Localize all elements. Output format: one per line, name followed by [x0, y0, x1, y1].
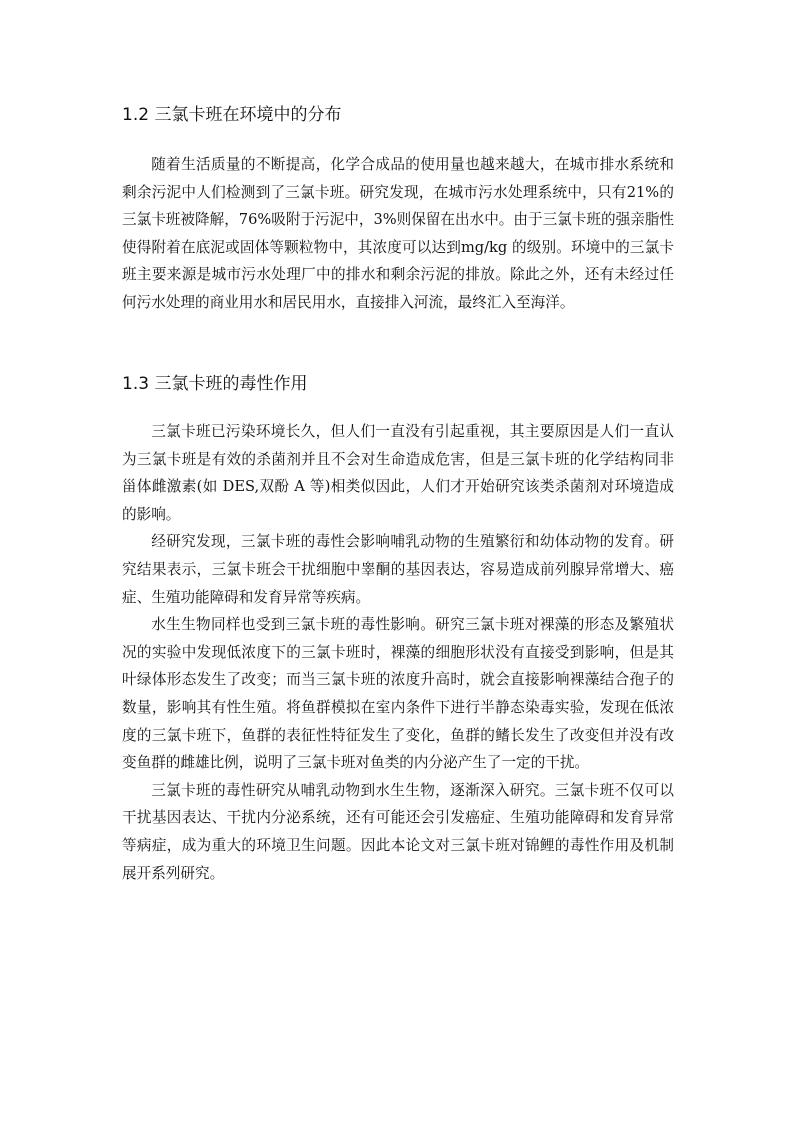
section-body-1-3 — [122, 418, 674, 887]
paragraph: 经研究发现，三氯卡班的毒性会影响哺乳动物的生殖繁衍和幼体动物的发育。研究结果表示，三氯卡班会干扰细胞中睾酮的基因表达，容易造成前列腺异常增大、癌症、生殖功能障碍和发育异常等疾病。 — [122, 533, 674, 606]
section-body-1-2 — [122, 151, 674, 317]
paragraph: 三氯卡班的毒性研究从哺乳动物到水生生物，逐渐深入研究。三氯卡班不仅可以干扰基因表达、干扰内分泌系统，还有可能还会引发癌症、生殖功能障碍和发育异常等病症，成为重大的环境卫生问题。因此本论文对三氯卡班对锦鲤的毒性作用及机制展开系列研究。 — [122, 781, 674, 882]
section-heading-1-2: 1.2 三氯卡班在环境中的分布 — [122, 105, 342, 125]
paragraph: 三氯卡班已污染环境长久，但人们一直没有引起重视，其主要原因是人们一直认为三氯卡班是有效的杀菌剂并且不会对生命造成危害，但是三氯卡班的化学结构同非甾体雌激素(如 DES,双酚 A 等)相类似因此，人们才开始研究该类杀菌剂对环境造成的影响。 — [122, 423, 674, 523]
paragraph: 水生生物同样也受到三氯卡班的毒性影响。研究三氯卡班对裸藻的形态及繁殖状况的实验中发现低浓度下的三氯卡班时，裸藻的细胞形状没有直接受到影响，但是其叶绿体形态发生了改变；而当三氯卡班的浓度升高时，就会直接影响裸藻结合孢子的数量，影响其有性生殖。将鱼群模拟在室内条件下进行半静态染毒实验，发现在低浓度的三氯卡班下，鱼群的表征性特征发生了变化，鱼群的鳍长发生了改变但并没有改变鱼群的雌雄比例，说明了三氯卡班对鱼类的内分泌产生了一定的干扰。 — [122, 616, 674, 772]
paragraph: 随着生活质量的不断提高，化学合成品的使用量也越来越大，在城市排水系统和剩余污泥中人们检测到了三氯卡班。研究发现，在城市污水处理系统中，只有21%的三氯卡班被降解，76%吸附于污泥中，3%则保留在出水中。由于三氯卡班的强亲脂性使得附着在底泥或固体等颗粒物中，其浓度可以达到mg/kg 的级别。环境中的三氯卡班主要来源是城市污水处理厂中的排水和剩余污泥的排放。除此之外，还有未经过任何污水处理的商业用水和居民用水，直接排入河流，最终汇入至海洋。 — [122, 156, 674, 311]
section-heading-1-3: 1.3 三氯卡班的毒性作用 — [122, 374, 308, 394]
